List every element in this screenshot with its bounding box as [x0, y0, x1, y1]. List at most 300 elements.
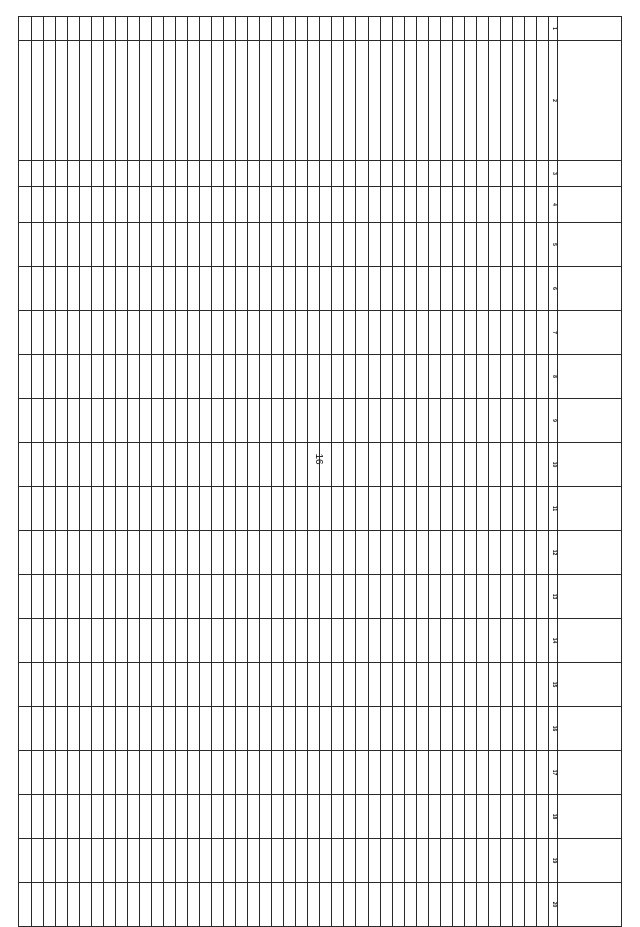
- work-period-cell: [151, 311, 163, 355]
- work-period-cell: [188, 355, 200, 399]
- address-cell: [31, 41, 43, 161]
- work-period-cell: [380, 487, 392, 531]
- column-number: 6: [549, 267, 558, 311]
- year-cell: [416, 161, 428, 187]
- work-period-cell: [356, 443, 368, 487]
- work-period-cell: [368, 223, 380, 267]
- work-period-cell: [236, 267, 248, 311]
- area-cell: [55, 187, 67, 223]
- work-period-cell: [512, 443, 524, 487]
- work-period-cell: [524, 839, 536, 883]
- area-cell: [536, 187, 548, 223]
- work-period-cell: [368, 399, 380, 443]
- row-number-cell: [115, 17, 127, 41]
- year-cell: [103, 161, 115, 187]
- area-cell: [488, 187, 500, 223]
- work-period-cell: [200, 619, 212, 663]
- work-period-cell: [31, 619, 43, 663]
- work-period-cell: [248, 223, 260, 267]
- work-period-cell: [332, 795, 344, 839]
- work-period-cell: [500, 443, 512, 487]
- year-cell: [224, 161, 236, 187]
- work-period-cell: [164, 267, 176, 311]
- row-number-cell: [404, 17, 416, 41]
- area-cell: [284, 187, 296, 223]
- work-period-cell: [368, 531, 380, 575]
- work-period-cell: [416, 839, 428, 883]
- address-cell: [488, 41, 500, 161]
- work-period-cell: [164, 751, 176, 795]
- work-period-cell: [43, 399, 55, 443]
- work-period-cell: [536, 399, 548, 443]
- work-period-cell: [452, 487, 464, 531]
- row-number-cell: [428, 17, 440, 41]
- work-period-cell: [103, 751, 115, 795]
- work-period-cell: [224, 619, 236, 663]
- work-period-cell: [224, 575, 236, 619]
- work-period-cell: [332, 355, 344, 399]
- area-cell: [464, 187, 476, 223]
- work-period-cell: [428, 619, 440, 663]
- work-period-cell: [43, 795, 55, 839]
- work-period-cell: [79, 795, 91, 839]
- work-period-cell: [404, 267, 416, 311]
- address-cell: [452, 41, 464, 161]
- column-header: [558, 443, 622, 487]
- work-period-cell: [260, 707, 272, 751]
- table-row: [416, 17, 428, 927]
- work-period-cell: [320, 399, 332, 443]
- address-cell: [272, 41, 284, 161]
- work-period-cell: [476, 751, 488, 795]
- work-period-cell: [452, 619, 464, 663]
- work-period-cell: [79, 399, 91, 443]
- work-period-cell: [55, 223, 67, 267]
- work-period-cell: [464, 267, 476, 311]
- area-cell: [19, 187, 32, 223]
- work-period-cell: [200, 839, 212, 883]
- table-row: [332, 17, 344, 927]
- work-period-cell: [440, 575, 452, 619]
- work-period-cell: [284, 795, 296, 839]
- address-cell: [236, 41, 248, 161]
- work-period-cell: [43, 751, 55, 795]
- work-period-cell: [404, 223, 416, 267]
- work-period-cell: [43, 267, 55, 311]
- work-period-cell: [320, 795, 332, 839]
- work-period-cell: [55, 267, 67, 311]
- work-period-cell: [344, 267, 356, 311]
- work-period-cell: [464, 311, 476, 355]
- work-period-cell: [115, 839, 127, 883]
- work-period-cell: [31, 443, 43, 487]
- work-period-cell: [260, 443, 272, 487]
- work-period-cell: [79, 707, 91, 751]
- work-period-cell: [31, 751, 43, 795]
- work-period-cell: [127, 355, 139, 399]
- column-header: [558, 187, 622, 223]
- work-period-cell: [188, 267, 200, 311]
- work-period-cell: [452, 795, 464, 839]
- table-row: [320, 17, 332, 927]
- address-cell: [524, 41, 536, 161]
- work-period-cell: [368, 707, 380, 751]
- work-period-cell: [103, 839, 115, 883]
- work-period-cell: [67, 531, 79, 575]
- work-period-cell: [139, 267, 151, 311]
- area-cell: [127, 187, 139, 223]
- work-period-cell: [416, 751, 428, 795]
- work-period-cell: [19, 487, 32, 531]
- row-number-cell: [224, 17, 236, 41]
- year-cell: [488, 161, 500, 187]
- work-period-cell: [224, 751, 236, 795]
- work-period-cell: [512, 707, 524, 751]
- work-period-cell: [103, 707, 115, 751]
- work-period-cell: [524, 267, 536, 311]
- work-period-cell: [127, 267, 139, 311]
- table-row: [284, 17, 296, 927]
- year-cell: [392, 161, 404, 187]
- work-period-cell: [188, 795, 200, 839]
- work-period-cell: [212, 223, 224, 267]
- address-cell: [296, 41, 308, 161]
- work-period-cell: [212, 311, 224, 355]
- work-period-cell: [452, 575, 464, 619]
- work-period-cell: [500, 751, 512, 795]
- column-number: 17: [549, 751, 558, 795]
- row-number-cell: [212, 17, 224, 41]
- area-cell: [103, 187, 115, 223]
- work-period-cell: [224, 223, 236, 267]
- work-period-cell: [103, 223, 115, 267]
- area-cell: [380, 187, 392, 223]
- work-period-cell: [524, 311, 536, 355]
- work-period-cell: [284, 839, 296, 883]
- column-number: 14: [549, 619, 558, 663]
- work-period-cell: [392, 531, 404, 575]
- work-period-cell: [416, 663, 428, 707]
- work-period-cell: [79, 487, 91, 531]
- work-period-cell: [127, 531, 139, 575]
- work-period-cell: [524, 663, 536, 707]
- work-period-cell: [332, 531, 344, 575]
- row-number-cell: [308, 17, 320, 41]
- row-number-cell: [236, 17, 248, 41]
- work-period-cell: [248, 663, 260, 707]
- work-period-cell: [488, 399, 500, 443]
- work-period-cell: [212, 663, 224, 707]
- work-period-cell: [188, 839, 200, 883]
- work-period-cell: [416, 575, 428, 619]
- work-period-cell: [67, 355, 79, 399]
- column-number: 7: [549, 311, 558, 355]
- work-period-cell: [524, 619, 536, 663]
- work-period-cell: [284, 751, 296, 795]
- column-header: [558, 487, 622, 531]
- work-period-cell: [260, 223, 272, 267]
- work-period-cell: [260, 839, 272, 883]
- work-period-cell: [512, 619, 524, 663]
- work-period-cell: [236, 707, 248, 751]
- table-row: [512, 17, 524, 927]
- area-cell: [164, 187, 176, 223]
- work-period-cell: [356, 311, 368, 355]
- work-period-cell: [536, 267, 548, 311]
- work-period-cell: [103, 663, 115, 707]
- table-header-row: [558, 17, 622, 927]
- work-period-cell: [115, 619, 127, 663]
- work-period-cell: [428, 751, 440, 795]
- work-period-cell: [19, 223, 32, 267]
- work-period-cell: [344, 531, 356, 575]
- area-cell: [428, 187, 440, 223]
- address-cell: [248, 41, 260, 161]
- work-period-cell: [188, 311, 200, 355]
- work-period-cell: [416, 795, 428, 839]
- work-period-cell: [188, 443, 200, 487]
- work-period-cell: [296, 619, 308, 663]
- work-period-cell: [344, 707, 356, 751]
- work-period-cell: [464, 399, 476, 443]
- work-period-cell: [139, 619, 151, 663]
- table-row: [67, 17, 79, 927]
- work-period-cell: [43, 663, 55, 707]
- work-period-cell: [344, 355, 356, 399]
- work-period-cell: [476, 399, 488, 443]
- work-period-cell: [296, 707, 308, 751]
- work-period-cell: [536, 443, 548, 487]
- work-period-cell: [43, 443, 55, 487]
- work-period-cell: [176, 487, 188, 531]
- work-period-cell: [200, 795, 212, 839]
- work-period-cell: [115, 751, 127, 795]
- housing-register-table: [18, 16, 622, 927]
- page-number: 16: [313, 453, 324, 465]
- work-period-cell: [500, 531, 512, 575]
- row-number-cell: [476, 17, 488, 41]
- work-period-cell: [139, 707, 151, 751]
- work-period-cell: [79, 751, 91, 795]
- work-period-cell: [260, 311, 272, 355]
- work-period-cell: [176, 619, 188, 663]
- area-cell: [212, 187, 224, 223]
- work-period-cell: [500, 619, 512, 663]
- row-number-cell: [380, 17, 392, 41]
- work-period-cell: [212, 575, 224, 619]
- work-period-cell: [392, 707, 404, 751]
- work-period-cell: [19, 839, 32, 883]
- work-period-cell: [164, 795, 176, 839]
- work-period-cell: [368, 487, 380, 531]
- work-period-cell: [115, 663, 127, 707]
- work-period-cell: [488, 707, 500, 751]
- work-period-cell: [284, 487, 296, 531]
- work-period-cell: [476, 223, 488, 267]
- area-cell: [368, 187, 380, 223]
- work-period-cell: [392, 267, 404, 311]
- work-period-cell: [284, 223, 296, 267]
- address-cell: [368, 41, 380, 161]
- work-period-cell: [368, 267, 380, 311]
- work-period-cell: [428, 399, 440, 443]
- work-period-cell: [344, 795, 356, 839]
- work-period-cell: [19, 751, 32, 795]
- work-period-cell: [428, 531, 440, 575]
- work-period-cell: [356, 663, 368, 707]
- work-period-cell: [164, 531, 176, 575]
- work-period-cell: [103, 795, 115, 839]
- area-cell: [440, 187, 452, 223]
- work-period-cell: [500, 355, 512, 399]
- work-period-cell: [488, 663, 500, 707]
- work-period-cell: [452, 311, 464, 355]
- address-cell: [404, 41, 416, 161]
- work-period-cell: [536, 531, 548, 575]
- address-cell: [212, 41, 224, 161]
- work-period-cell: [212, 707, 224, 751]
- area-cell: [476, 187, 488, 223]
- address-cell: [260, 41, 272, 161]
- column-number: 9: [549, 399, 558, 443]
- work-period-cell: [464, 751, 476, 795]
- work-period-cell: [308, 575, 320, 619]
- work-period-cell: [115, 355, 127, 399]
- work-period-cell: [368, 311, 380, 355]
- column-number: 8: [549, 355, 558, 399]
- work-period-cell: [476, 531, 488, 575]
- year-cell: [296, 161, 308, 187]
- work-period-cell: [356, 355, 368, 399]
- work-period-cell: [476, 267, 488, 311]
- work-period-cell: [151, 795, 163, 839]
- work-period-cell: [43, 355, 55, 399]
- table-row: [176, 17, 188, 927]
- work-period-cell: [476, 311, 488, 355]
- work-period-cell: [404, 663, 416, 707]
- area-cell: [224, 187, 236, 223]
- work-period-cell: [188, 575, 200, 619]
- work-period-cell: [476, 795, 488, 839]
- column-header: [558, 839, 622, 883]
- work-period-cell: [476, 487, 488, 531]
- column-header: [558, 619, 622, 663]
- work-period-cell: [67, 839, 79, 883]
- work-period-cell: [79, 531, 91, 575]
- table-row: [452, 17, 464, 927]
- work-period-cell: [488, 795, 500, 839]
- work-period-cell: [392, 311, 404, 355]
- work-period-cell: [404, 707, 416, 751]
- work-period-cell: [103, 575, 115, 619]
- work-period-cell: [272, 531, 284, 575]
- year-cell: [200, 161, 212, 187]
- work-period-cell: [31, 795, 43, 839]
- work-period-cell: [188, 531, 200, 575]
- work-period-cell: [151, 839, 163, 883]
- work-period-cell: [416, 311, 428, 355]
- work-period-cell: [236, 311, 248, 355]
- work-period-cell: [164, 839, 176, 883]
- work-period-cell: [55, 575, 67, 619]
- year-cell: [332, 161, 344, 187]
- table-row: [296, 17, 308, 927]
- work-period-cell: [368, 575, 380, 619]
- work-period-cell: [368, 751, 380, 795]
- work-period-cell: [151, 443, 163, 487]
- work-period-cell: [512, 795, 524, 839]
- work-period-cell: [464, 355, 476, 399]
- work-period-cell: [200, 575, 212, 619]
- work-period-cell: [308, 311, 320, 355]
- work-period-cell: [488, 839, 500, 883]
- work-period-cell: [272, 311, 284, 355]
- work-period-cell: [19, 531, 32, 575]
- work-period-cell: [440, 399, 452, 443]
- work-period-cell: [236, 355, 248, 399]
- work-period-cell: [428, 355, 440, 399]
- work-period-cell: [536, 619, 548, 663]
- work-period-cell: [200, 443, 212, 487]
- work-period-cell: [332, 267, 344, 311]
- work-period-cell: [356, 531, 368, 575]
- work-period-cell: [91, 443, 103, 487]
- work-period-cell: [392, 575, 404, 619]
- work-period-cell: [103, 487, 115, 531]
- row-number-cell: [392, 17, 404, 41]
- column-header: [558, 795, 622, 839]
- row-number-cell: [368, 17, 380, 41]
- work-period-cell: [536, 663, 548, 707]
- work-period-cell: [512, 839, 524, 883]
- table-row: [356, 17, 368, 927]
- work-period-cell: [320, 223, 332, 267]
- work-period-cell: [151, 399, 163, 443]
- work-period-cell: [139, 355, 151, 399]
- work-period-cell: [91, 223, 103, 267]
- work-period-cell: [236, 575, 248, 619]
- table-row: [344, 17, 356, 927]
- column-header: [558, 267, 622, 311]
- work-period-cell: [296, 839, 308, 883]
- work-period-cell: [296, 223, 308, 267]
- work-period-cell: [488, 223, 500, 267]
- area-cell: [236, 187, 248, 223]
- work-period-cell: [19, 707, 32, 751]
- year-cell: [428, 161, 440, 187]
- work-period-cell: [79, 663, 91, 707]
- column-header: [558, 707, 622, 751]
- work-period-cell: [212, 619, 224, 663]
- work-period-cell: [224, 707, 236, 751]
- address-cell: [164, 41, 176, 161]
- work-period-cell: [464, 795, 476, 839]
- work-period-cell: [356, 619, 368, 663]
- row-number-cell: [284, 17, 296, 41]
- work-period-cell: [176, 751, 188, 795]
- table-row: [188, 17, 200, 927]
- work-period-cell: [368, 795, 380, 839]
- work-period-cell: [320, 575, 332, 619]
- work-period-cell: [476, 707, 488, 751]
- work-period-cell: [428, 487, 440, 531]
- work-period-cell: [440, 355, 452, 399]
- work-period-cell: [43, 619, 55, 663]
- address-cell: [200, 41, 212, 161]
- work-period-cell: [332, 663, 344, 707]
- work-period-cell: [55, 443, 67, 487]
- work-period-cell: [139, 751, 151, 795]
